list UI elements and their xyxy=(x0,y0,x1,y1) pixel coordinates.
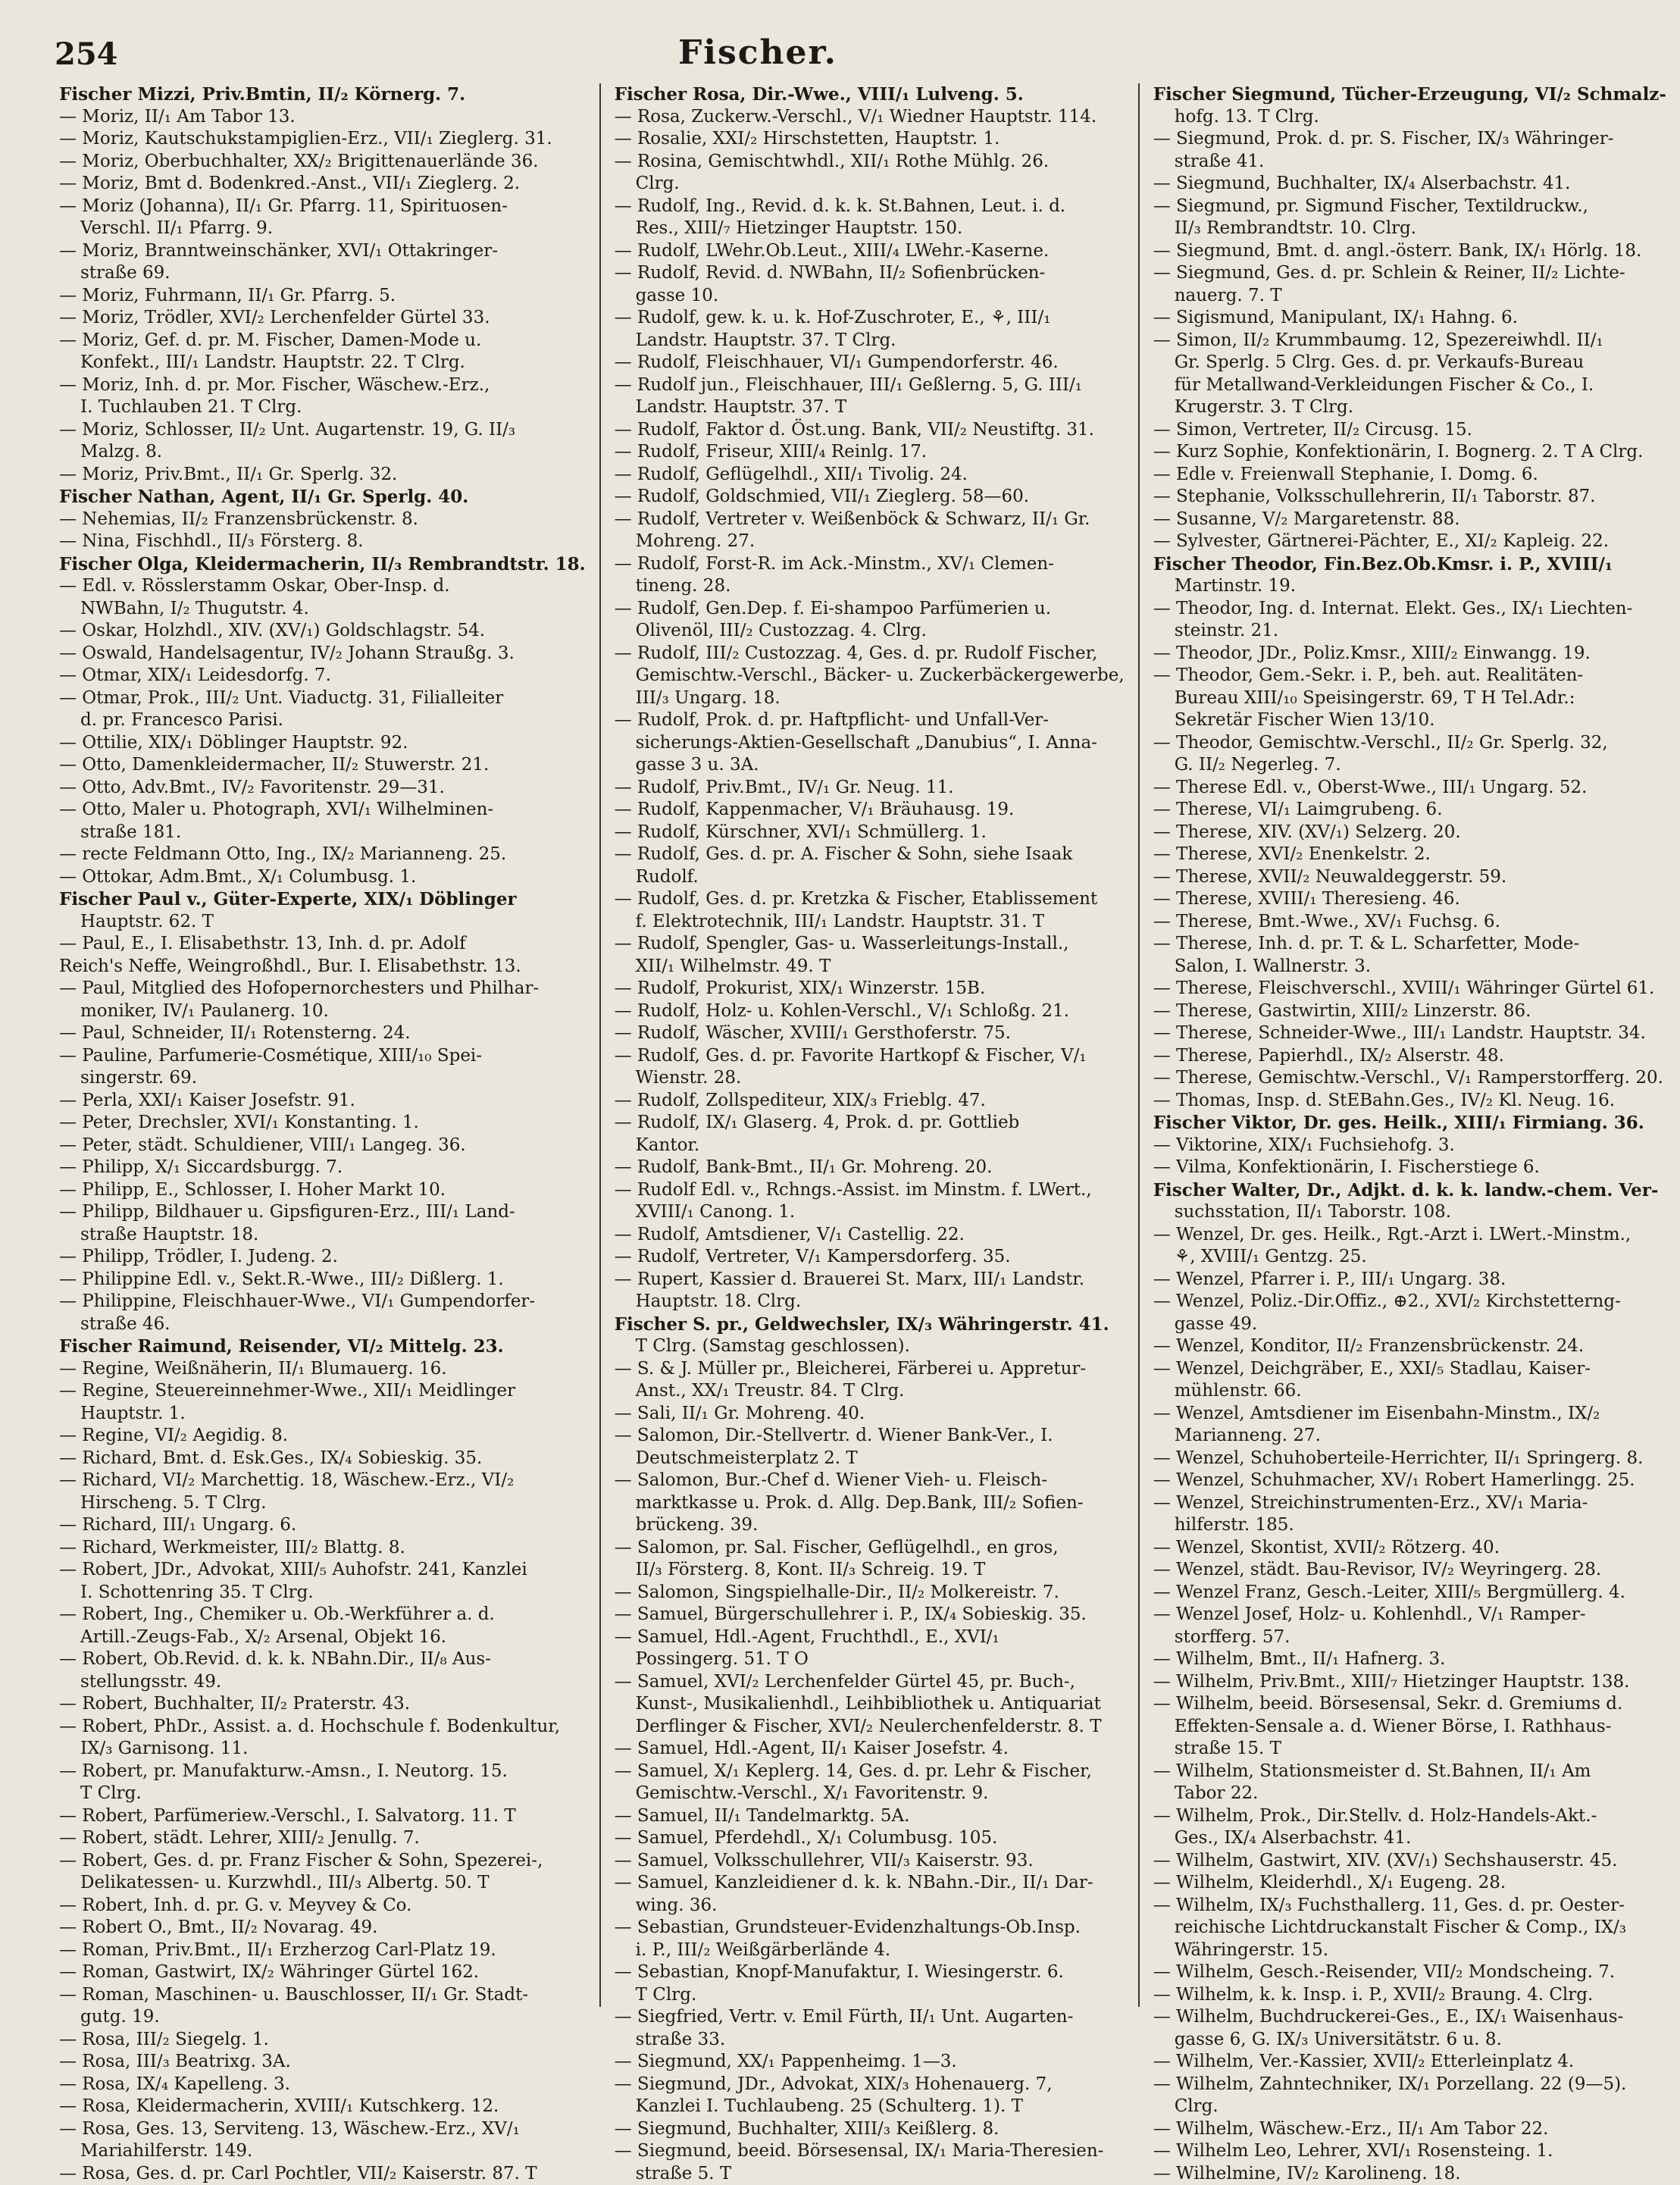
directory-entry-line: Fischer Walter, Dr., Adjkt. d. k. k. landw.-chem. Ver- xyxy=(1153,1179,1666,1202)
directory-entry-line: — Robert, Buchhalter, II/₂ Praterstr. 43. xyxy=(59,1693,586,1716)
directory-entry-line: — Samuel, XVI/₂ Lerchenfelder Gürtel 45, pr. Buch-, xyxy=(615,1671,1125,1694)
directory-entry-line: — Samuel, II/₁ Tandelmarktg. 5A. xyxy=(615,1805,1125,1828)
directory-entry-line: Tabor 22. xyxy=(1153,1783,1666,1805)
directory-entry-line: marktkasse u. Prok. d. Allg. Dep.Bank, III/₂ Sofien- xyxy=(615,1492,1125,1515)
directory-entry-line: — Sylvester, Gärtnerei-Pächter, E., XI/₂ Kapleig. 22. xyxy=(1153,531,1666,553)
directory-entry-line: — Wilhelm, IX/₃ Fuchsthallerg. 11, Ges. d. pr. Oester- xyxy=(1153,1895,1666,1917)
directory-entry-line: T Clrg. xyxy=(615,1984,1125,2007)
directory-entry-line: — Moriz, Fuhrmann, II/₁ Gr. Pfarrg. 5. xyxy=(59,285,586,308)
directory-entry-line: — Robert, Ob.Revid. d. k. k. NBahn.Dir., II/₈ Aus- xyxy=(59,1648,586,1671)
column-3 xyxy=(1140,83,1680,2007)
directory-entry-line: — Therese, Bmt.-Wwe., XV/₁ Fuchsg. 6. xyxy=(1153,911,1666,934)
directory-entry-line: I. Schottenring 35. T Clrg. xyxy=(59,1582,586,1604)
directory-entry-line: — Otmar, XIX/₁ Leidesdorfg. 7. xyxy=(59,665,586,687)
directory-entry-line: stellungsstr. 49. xyxy=(59,1671,586,1694)
directory-entry-line: singerstr. 69. xyxy=(59,1067,586,1090)
directory-entry-line: — Rudolf, Forst-R. im Ack.-Minstm., XV/₁ Clemen- xyxy=(615,553,1125,576)
directory-entry-line: Bureau XIII/₁₀ Speisingerstr. 69, T H Tel.Adr.: xyxy=(1153,687,1666,710)
column-1 xyxy=(45,83,601,2007)
directory-entry-line: — Viktorine, XIX/₁ Fuchsiehofg. 3. xyxy=(1153,1135,1666,1157)
directory-entry-line: — Robert, Inh. d. pr. G. v. Meyvey & Co. xyxy=(59,1895,586,1917)
directory-entry-line: — Therese, Papierhdl., IX/₂ Alserstr. 48. xyxy=(1153,1045,1666,1068)
directory-entry-line: — Samuel, Kanzleidiener d. k. k. NBahn.-Dir., II/₁ Dar- xyxy=(615,1872,1125,1895)
directory-entry-line: — Therese, XVII/₂ Neuwaldeggerstr. 59. xyxy=(1153,866,1666,889)
directory-entry-line: — Moriz, Kautschukstampiglien-Erz., VII/₁ Zieglerg. 31. xyxy=(59,128,586,151)
directory-entry-line: — Rudolf, Ges. d. pr. Favorite Hartkopf & Fischer, V/₁ xyxy=(615,1045,1125,1068)
directory-entry-line: — Moriz, Priv.Bmt., II/₁ Gr. Sperlg. 32. xyxy=(59,464,586,487)
directory-entry-line: straße Hauptstr. 18. xyxy=(59,1224,586,1247)
directory-entry-line: straße 33. xyxy=(615,2029,1125,2052)
directory-entry-line: — Richard, Werkmeister, III/₂ Blattg. 8. xyxy=(59,1537,586,1560)
directory-entry-line: Hirscheng. 5. T Clrg. xyxy=(59,1492,586,1515)
directory-entry-line: — Siegmund, Buchhalter, IX/₄ Alserbachstr. 41. xyxy=(1153,173,1666,196)
directory-entry-line: Wienstr. 28. xyxy=(615,1067,1125,1090)
directory-entry-line: — Philipp, Trödler, I. Judeng. 2. xyxy=(59,1246,586,1269)
directory-entry-line: Fischer Siegmund, Tücher-Erzeugung, VI/₂ Schmalz- xyxy=(1153,83,1666,106)
directory-entry-line: — Sebastian, Knopf-Manufaktur, I. Wiesingerstr. 6. xyxy=(615,1961,1125,1984)
directory-entry-line: — Regine, Weißnäherin, II/₁ Blumauerg. 16. xyxy=(59,1358,586,1381)
directory-entry-line: Clrg. xyxy=(1153,2096,1666,2118)
directory-entry-line: Fischer Rosa, Dir.-Wwe., VIII/₁ Lulveng. 5. xyxy=(615,83,1125,106)
directory-entry-line: brückeng. 39. xyxy=(615,1514,1125,1537)
directory-entry-line: Fischer Raimund, Reisender, VI/₂ Mittelg. 23. xyxy=(59,1335,586,1358)
directory-entry-line: — Wilhelm, Zahntechniker, IX/₁ Porzellang. 22 (9—5). xyxy=(1153,2074,1666,2096)
directory-entry-line: — Wilhelm, Wäschew.-Erz., II/₁ Am Tabor 22. xyxy=(1153,2118,1666,2141)
page-header xyxy=(45,30,1470,76)
directory-entry-line: — Wenzel, städt. Bau-Revisor, IV/₂ Weyringerg. 28. xyxy=(1153,1559,1666,1582)
directory-entry-line: — Siegmund, Buchhalter, XIII/₃ Keißlerg. 8. xyxy=(615,2118,1125,2141)
directory-entry-line: — Paul, Schneider, II/₁ Rotensterng. 24. xyxy=(59,1022,586,1045)
directory-entry-line: I. Tuchlauben 21. T Clrg. xyxy=(59,396,586,419)
directory-entry-line: — Oswald, Handelsagentur, IV/₂ Johann Straußg. 3. xyxy=(59,643,586,665)
directory-entry-line: Mariahilferstr. 149. xyxy=(59,2140,586,2163)
directory-entry-line: — Roman, Gastwirt, IX/₂ Währinger Gürtel 162. xyxy=(59,1961,586,1984)
directory-entry-line: — Edl. v. Rösslerstamm Oskar, Ober-Insp. d. xyxy=(59,575,586,598)
directory-entry-line: Sekretär Fischer Wien 13/10. xyxy=(1153,709,1666,732)
directory-entry-line: — Wenzel, Konditor, II/₂ Franzensbrückenstr. 24. xyxy=(1153,1335,1666,1358)
directory-entry-line: — Siegmund, Prok. d. pr. S. Fischer, IX/₃ Währinger- xyxy=(1153,128,1666,151)
directory-entry-line: Anst., XX/₁ Treustr. 84. T Clrg. xyxy=(615,1380,1125,1403)
directory-entry-line: — Theodor, JDr., Poliz.Kmsr., XIII/₂ Einwangg. 19. xyxy=(1153,643,1666,665)
directory-entry-line: Clrg. xyxy=(615,173,1125,196)
directory-entry-line: — Rosalie, XXI/₂ Hirschstetten, Hauptstr. 1. xyxy=(615,128,1125,151)
directory-entry-line: — Rudolf Edl. v., Rchngs.-Assist. im Minstm. f. LWert., xyxy=(615,1179,1125,1202)
directory-entry-line: — Robert, Ing., Chemiker u. Ob.-Werkführer a. d. xyxy=(59,1604,586,1626)
directory-entry-line: — Rudolf, Wäscher, XVIII/₁ Gersthoferstr. 75. xyxy=(615,1022,1125,1045)
directory-entry-line: — Therese, Inh. d. pr. T. & L. Scharfetter, Mode- xyxy=(1153,933,1666,956)
directory-entry-line: — Therese, Gastwirtin, XIII/₂ Linzerstr. 86. xyxy=(1153,1000,1666,1023)
directory-entry-line: Währingerstr. 15. xyxy=(1153,1939,1666,1962)
directory-entry-line: — Wilhelm, beeid. Börsesensal, Sekr. d. Gremiums d. xyxy=(1153,1693,1666,1716)
directory-entry-line: — Salomon, Bur.-Chef d. Wiener Vieh- u. Fleisch- xyxy=(615,1470,1125,1492)
directory-entry-line: — Rudolf, Spengler, Gas- u. Wasserleitungs-Install., xyxy=(615,933,1125,956)
directory-entry-line: — Moriz, Schlosser, II/₂ Unt. Augartenstr. 19, G. II/₃ xyxy=(59,419,586,442)
directory-entry-line: steinstr. 21. xyxy=(1153,620,1666,643)
directory-entry-line: — Moriz (Johanna), II/₁ Gr. Pfarrg. 11, Spirituosen- xyxy=(59,196,586,218)
directory-entry-line: gasse 49. xyxy=(1153,1313,1666,1336)
directory-entry-line: Possingerg. 51. T O xyxy=(615,1648,1125,1671)
directory-entry-line: G. II/₂ Negerleg. 7. xyxy=(1153,754,1666,777)
directory-entry-line: — Rudolf, gew. k. u. k. Hof-Zuschroter, E., ⚘, III/₁ xyxy=(615,307,1125,330)
directory-entry-line: Olivenöl, III/₂ Custozzag. 4. Clrg. xyxy=(615,620,1125,643)
directory-entry-line: — Roman, Maschinen- u. Bauschlosser, II/₁ Gr. Stadt- xyxy=(59,1984,586,2007)
directory-entry-line: — Philipp, X/₁ Siccardsburgg. 7. xyxy=(59,1157,586,1179)
directory-entry-line: — Wilhelm, Kleiderhdl., X/₁ Eugeng. 28. xyxy=(1153,1872,1666,1895)
directory-entry-line: — Therese, XVIII/₁ Theresieng. 46. xyxy=(1153,888,1666,911)
directory-entry-line: — Wenzel Josef, Holz- u. Kohlenhdl., V/₁ Ramper- xyxy=(1153,1604,1666,1626)
directory-entry-line: — Rudolf, Geflügelhdl., XII/₁ Tivolig. 24. xyxy=(615,464,1125,487)
directory-entry-line: — Ottokar, Adm.Bmt., X/₁ Columbusg. 1. xyxy=(59,866,586,889)
directory-entry-line: Artill.-Zeugs-Fab., X/₂ Arsenal, Objekt 16. xyxy=(59,1626,586,1649)
directory-entry-line: — Wilhelmine, IV/₂ Karolineng. 18. xyxy=(1153,2163,1666,2185)
directory-entry-line: wing. 36. xyxy=(615,1895,1125,1917)
directory-entry-line: — Wilhelm, Prok., Dir.Stellv. d. Holz-Handels-Akt.- xyxy=(1153,1805,1666,1828)
entry-columns xyxy=(45,83,1478,2007)
directory-entry-line: f. Elektrotechnik, III/₁ Landstr. Hauptstr. 31. T xyxy=(615,911,1125,934)
directory-entry-line: d. pr. Francesco Parisi. xyxy=(59,709,586,732)
directory-entry-line: — Rudolf, Fleischhauer, VI/₁ Gumpendorferstr. 46. xyxy=(615,352,1125,374)
directory-entry-line: — Rudolf, Faktor d. Öst.ung. Bank, VII/₂ Neustiftg. 31. xyxy=(615,419,1125,442)
directory-entry-line: Konfekt., III/₁ Landstr. Hauptstr. 22. T Clrg. xyxy=(59,352,586,374)
directory-entry-line: — Rudolf, LWehr.Ob.Leut., XIII/₄ LWehr.-Kaserne. xyxy=(615,240,1125,263)
directory-entry-line: mühlenstr. 66. xyxy=(1153,1380,1666,1403)
directory-entry-line: — Thomas, Insp. d. StEBahn.Ges., IV/₂ Kl. Neug. 16. xyxy=(1153,1090,1666,1113)
directory-entry-line: Res., XIII/₇ Hietzinger Hauptstr. 150. xyxy=(615,218,1125,240)
directory-entry-line: — Robert, Parfümeriew.-Verschl., I. Salvatorg. 11. T xyxy=(59,1805,586,1828)
directory-entry-line: — Philippine Edl. v., Sekt.R.-Wwe., III/₂ Dißlerg. 1. xyxy=(59,1269,586,1291)
directory-entry-line: T Clrg. xyxy=(59,1783,586,1805)
directory-entry-line: — Otto, Maler u. Photograph, XVI/₁ Wilhelminen- xyxy=(59,799,586,822)
directory-entry-line: — Wenzel, Deichgräber, E., XXI/₅ Stadlau, Kaiser- xyxy=(1153,1358,1666,1381)
directory-entry-line: — Samuel, Volksschullehrer, VII/₃ Kaiserstr. 93. xyxy=(615,1850,1125,1873)
directory-entry-line: II/₃ Rembrandtstr. 10. Clrg. xyxy=(1153,218,1666,240)
directory-entry-line: straße 41. xyxy=(1153,151,1666,174)
directory-entry-line: — Otto, Adv.Bmt., IV/₂ Favoritenstr. 29—31. xyxy=(59,777,586,800)
directory-entry-line: — Rosa, Ges. 13, Serviteng. 13, Wäschew.-Erz., XV/₁ xyxy=(59,2118,586,2141)
directory-entry-line: — Wenzel, Schuhoberteile-Herrichter, II/₁ Springerg. 8. xyxy=(1153,1448,1666,1470)
directory-entry-line: Krugerstr. 3. T Clrg. xyxy=(1153,396,1666,419)
directory-entry-line: — Wenzel, Pfarrer i. P., III/₁ Ungarg. 38. xyxy=(1153,1269,1666,1291)
directory-entry-line: — Therese Edl. v., Oberst-Wwe., III/₁ Ungarg. 52. xyxy=(1153,777,1666,800)
directory-entry-line: Ges., IX/₄ Alserbachstr. 41. xyxy=(1153,1827,1666,1850)
directory-entry-line: — Rudolf, Gen.Dep. f. Ei-shampoo Parfümerien u. xyxy=(615,598,1125,621)
directory-entry-line: — Rudolf, Holz- u. Kohlen-Verschl., V/₁ Schloßg. 21. xyxy=(615,1000,1125,1023)
directory-entry-line: Kanzlei I. Tuchlaubeng. 25 (Schulterg. 1). T xyxy=(615,2096,1125,2118)
directory-entry-line: — Richard, VI/₂ Marchettig. 18, Wäschew.-Erz., VI/₂ xyxy=(59,1470,586,1492)
directory-entry-line: — Wenzel, Dr. ges. Heilk., Rgt.-Arzt i. LWert.-Minstm., xyxy=(1153,1224,1666,1247)
directory-entry-line: Marianneng. 27. xyxy=(1153,1425,1666,1448)
directory-entry-line: — Perla, XXI/₁ Kaiser Josefstr. 91. xyxy=(59,1090,586,1113)
directory-entry-line: — Wenzel, Schuhmacher, XV/₁ Robert Hamerlingg. 25. xyxy=(1153,1470,1666,1492)
directory-entry-line: — Wilhelm, Gesch.-Reisender, VII/₂ Mondscheing. 7. xyxy=(1153,1961,1666,1984)
directory-entry-line: — Sebastian, Grundsteuer-Evidenzhaltungs-Ob.Insp. xyxy=(615,1917,1125,1939)
directory-entry-line: — Kurz Sophie, Konfektionärin, I. Bognerg. 2. T A Clrg. xyxy=(1153,441,1666,464)
directory-entry-line: — Wilhelm, Priv.Bmt., XIII/₇ Hietzinger Hauptstr. 138. xyxy=(1153,1671,1666,1694)
directory-entry-line: — Oskar, Holzhdl., XIV. (XV/₁) Goldschlagstr. 54. xyxy=(59,620,586,643)
directory-entry-line: — Pauline, Parfumerie-Cosmétique, XIII/₁₀ Spei- xyxy=(59,1045,586,1068)
directory-entry-line: — Rosa, III/₂ Siegelg. 1. xyxy=(59,2029,586,2052)
directory-entry-line: Martinstr. 19. xyxy=(1153,575,1666,598)
directory-entry-line: Fischer Olga, Kleidermacherin, II/₃ Rembrandtstr. 18. xyxy=(59,553,586,576)
directory-entry-line: Gr. Sperlg. 5 Clrg. Ges. d. pr. Verkaufs-Bureau xyxy=(1153,352,1666,374)
directory-entry-line: — Salomon, Dir.-Stellvertr. d. Wiener Bank-Ver., I. xyxy=(615,1425,1125,1448)
directory-entry-line: — Therese, XIV. (XV/₁) Selzerg. 20. xyxy=(1153,822,1666,844)
directory-entry-line: straße 5. T xyxy=(615,2163,1125,2185)
directory-entry-line: Malzg. 8. xyxy=(59,441,586,464)
directory-entry-line: Gemischtw.-Verschl., Bäcker- u. Zuckerbäckergewerbe, xyxy=(615,665,1125,687)
directory-entry-line: — Rudolf, Revid. d. NWBahn, II/₂ Sofienbrücken- xyxy=(615,262,1125,285)
directory-entry-line: — Therese, XVI/₂ Enenkelstr. 2. xyxy=(1153,844,1666,866)
directory-entry-line: — Peter, städt. Schuldiener, VIII/₁ Langeg. 36. xyxy=(59,1135,586,1157)
directory-entry-line: Fischer Theodor, Fin.Bez.Ob.Kmsr. i. P., XVIII/₁ xyxy=(1153,553,1666,576)
directory-entry-line: — Moriz, II/₁ Am Tabor 13. xyxy=(59,106,586,129)
directory-entry-line: Verschl. II/₁ Pfarrg. 9. xyxy=(59,218,586,240)
directory-entry-line: — Wilhelm, Stationsmeister d. St.Bahnen, II/₁ Am xyxy=(1153,1761,1666,1783)
directory-entry-line: — Nehemias, II/₂ Franzensbrückenstr. 8. xyxy=(59,509,586,531)
directory-entry-line: Kantor. xyxy=(615,1135,1125,1157)
directory-entry-line: straße 181. xyxy=(59,822,586,844)
directory-entry-line: — Nina, Fischhdl., II/₃ Försterg. 8. xyxy=(59,531,586,553)
directory-entry-line: storfferg. 57. xyxy=(1153,1626,1666,1649)
directory-entry-line: gasse 6, G. IX/₃ Universitätstr. 6 u. 8. xyxy=(1153,2029,1666,2052)
directory-entry-line: — Sali, II/₁ Gr. Mohreng. 40. xyxy=(615,1403,1125,1426)
directory-entry-line: — Susanne, V/₂ Margaretenstr. 88. xyxy=(1153,509,1666,531)
directory-entry-line: — Samuel, X/₁ Keplerg. 14, Ges. d. pr. Lehr & Fischer, xyxy=(615,1761,1125,1783)
directory-entry-line: — Robert, Ges. d. pr. Franz Fischer & Sohn, Spezerei-, xyxy=(59,1850,586,1873)
directory-entry-line: — Rudolf, Goldschmied, VII/₁ Zieglerg. 58—60. xyxy=(615,486,1125,509)
directory-entry-line: moniker, IV/₁ Paulanerg. 10. xyxy=(59,1000,586,1023)
directory-entry-line: hofg. 13. T Clrg. xyxy=(1153,106,1666,129)
directory-entry-line: reichische Lichtdruckanstalt Fischer & Comp., IX/₃ xyxy=(1153,1917,1666,1939)
directory-entry-line: — Simon, II/₂ Krummbaumg. 12, Spezereiwhdl. II/₁ xyxy=(1153,330,1666,352)
directory-entry-line: — Robert O., Bmt., II/₂ Novarag. 49. xyxy=(59,1917,586,1939)
directory-entry-line: ⚘, XVIII/₁ Gentzg. 25. xyxy=(1153,1246,1666,1269)
directory-entry-line: — Moriz, Oberbuchhalter, XX/₂ Brigittenauerlände 36. xyxy=(59,151,586,174)
directory-entry-line: Derflinger & Fischer, XVI/₂ Neulerchenfelderstr. 8. T xyxy=(615,1716,1125,1739)
directory-entry-line: nauerg. 7. T xyxy=(1153,285,1666,308)
directory-entry-line: — Rudolf, Priv.Bmt., IV/₁ Gr. Neug. 11. xyxy=(615,777,1125,800)
directory-entry-line: — Rudolf, Friseur, XIII/₄ Reinlg. 17. xyxy=(615,441,1125,464)
directory-entry-line: Fischer Nathan, Agent, II/₁ Gr. Sperlg. 40. xyxy=(59,486,586,509)
directory-entry-line: — Rudolf, Kappenmacher, V/₁ Bräuhausg. 19. xyxy=(615,799,1125,822)
column-2 xyxy=(601,83,1140,2007)
directory-entry-line: — Siegmund, JDr., Advokat, XIX/₃ Hohenauerg. 7, xyxy=(615,2074,1125,2096)
directory-entry-line: — Rosa, Kleidermacherin, XVIII/₁ Kutschkerg. 12. xyxy=(59,2096,586,2118)
directory-entry-line: — Siegmund, Bmt. d. angl.-österr. Bank, IX/₁ Hörlg. 18. xyxy=(1153,240,1666,263)
directory-entry-line: — Wenzel, Streichinstrumenten-Erz., XV/₁ Maria- xyxy=(1153,1492,1666,1515)
directory-entry-line: — Rudolf, Prok. d. pr. Haftpflicht- und Unfall-Ver- xyxy=(615,709,1125,732)
directory-entry-line: straße 69. xyxy=(59,262,586,285)
directory-entry-line: Fischer Mizzi, Priv.Bmtin, II/₂ Körnerg. 7. xyxy=(59,83,586,106)
directory-entry-line: — Wilhelm, Ver.-Kassier, XVII/₂ Etterleinplatz 4. xyxy=(1153,2051,1666,2074)
directory-entry-line: — Rudolf, Prokurist, XIX/₁ Winzerstr. 15B. xyxy=(615,978,1125,1000)
directory-entry-line: für Metallwand-Verkleidungen Fischer & Co., I. xyxy=(1153,374,1666,397)
directory-entry-line: — Regine, Steuereinnehmer-Wwe., XII/₁ Meidlinger xyxy=(59,1380,586,1403)
directory-entry-line: Fischer Paul v., Güter-Experte, XIX/₁ Döblinger xyxy=(59,888,586,911)
directory-entry-line: — Moriz, Bmt d. Bodenkred.-Anst., VII/₁ Zieglerg. 2. xyxy=(59,173,586,196)
directory-entry-line: — Rudolf, Vertreter, V/₁ Kampersdorferg. 35. xyxy=(615,1246,1125,1269)
directory-entry-line: — Therese, VI/₁ Laimgrubeng. 6. xyxy=(1153,799,1666,822)
directory-entry-line: Deutschmeisterplatz 2. T xyxy=(615,1448,1125,1470)
directory-entry-line: gasse 3 u. 3A. xyxy=(615,754,1125,777)
directory-entry-line: — Rudolf, Bank-Bmt., II/₁ Gr. Mohreng. 20. xyxy=(615,1157,1125,1179)
directory-entry-line: T Clrg. (Samstag geschlossen). xyxy=(615,1335,1125,1358)
directory-entry-line: — Otto, Damenkleidermacher, II/₂ Stuwerstr. 21. xyxy=(59,754,586,777)
directory-entry-line: — Peter, Drechsler, XVI/₁ Konstanting. 1. xyxy=(59,1112,586,1135)
directory-entry-line: — Robert, pr. Manufakturw.-Amsn., I. Neutorg. 15. xyxy=(59,1761,586,1783)
directory-entry-line: — Rosa, III/₃ Beatrixg. 3A. xyxy=(59,2051,586,2074)
directory-entry-line: — Rosa, Ges. d. pr. Carl Pochtler, VII/₂ Kaiserstr. 87. T xyxy=(59,2163,586,2185)
directory-entry-line: sicherungs-Aktien-Gesellschaft „Danubius“, I. Anna- xyxy=(615,732,1125,755)
directory-entry-line: straße 46. xyxy=(59,1313,586,1336)
directory-entry-line: — Wilhelm, Buchdruckerei-Ges., E., IX/₁ Waisenhaus- xyxy=(1153,2006,1666,2029)
directory-entry-line: Salon, I. Wallnerstr. 3. xyxy=(1153,956,1666,978)
directory-entry-line: — Paul, Mitglied des Hofopernorchesters und Philhar- xyxy=(59,978,586,1000)
directory-entry-line: i. P., III/₂ Weißgärberlände 4. xyxy=(615,1939,1125,1962)
directory-entry-line: Rudolf. xyxy=(615,866,1125,889)
directory-entry-line: Gemischtw.-Verschl., X/₁ Favoritenstr. 9. xyxy=(615,1783,1125,1805)
directory-entry-line: — Simon, Vertreter, II/₂ Circusg. 15. xyxy=(1153,419,1666,442)
directory-entry-line: — Moriz, Gef. d. pr. M. Fischer, Damen-Mode u. xyxy=(59,330,586,352)
directory-entry-line: — Philipp, Bildhauer u. Gipsfiguren-Erz., III/₁ Land- xyxy=(59,1201,586,1224)
directory-entry-line: XVIII/₁ Canong. 1. xyxy=(615,1201,1125,1224)
directory-entry-line: III/₃ Ungarg. 18. xyxy=(615,687,1125,710)
directory-entry-line: — Wenzel Franz, Gesch.-Leiter, XIII/₅ Bergmüllerg. 4. xyxy=(1153,1582,1666,1604)
directory-entry-line: — Wilhelm, Gastwirt, XIV. (XV/₁) Sechshauserstr. 45. xyxy=(1153,1850,1666,1873)
directory-entry-line: — Siegmund, XX/₁ Pappenheimg. 1—3. xyxy=(615,2051,1125,2074)
directory-entry-line: — Samuel, Hdl.-Agent, II/₁ Kaiser Josefstr. 4. xyxy=(615,1738,1125,1761)
directory-entry-line: Landstr. Hauptstr. 37. T Clrg. xyxy=(615,330,1125,352)
directory-entry-line: — Richard, Bmt. d. Esk.Ges., IX/₄ Sobieskig. 35. xyxy=(59,1448,586,1470)
directory-entry-line: — Rudolf, Amtsdiener, V/₁ Castellig. 22. xyxy=(615,1224,1125,1247)
directory-entry-line: — Theodor, Gem.-Sekr. i. P., beh. aut. Realitäten- xyxy=(1153,665,1666,687)
directory-entry-line: — Siegmund, pr. Sigmund Fischer, Textildruckw., xyxy=(1153,196,1666,218)
directory-entry-line: — Roman, Priv.Bmt., II/₁ Erzherzog Carl-Platz 19. xyxy=(59,1939,586,1962)
directory-entry-line: — Siegmund, beeid. Börsesensal, IX/₁ Maria-Theresien- xyxy=(615,2140,1125,2163)
directory-entry-line: — Moriz, Branntweinschänker, XVI/₁ Ottakringer- xyxy=(59,240,586,263)
directory-entry-line: — Wenzel, Poliz.-Dir.Offiz., ⊕2., XVI/₂ Kirchstetterng- xyxy=(1153,1291,1666,1313)
directory-entry-line: — Therese, Gemischtw.-Verschl., V/₁ Ramperstorfferg. 20. xyxy=(1153,1067,1666,1090)
directory-entry-line: Hauptstr. 1. xyxy=(59,1403,586,1426)
directory-entry-line: XII/₁ Wilhelmstr. 49. T xyxy=(615,956,1125,978)
directory-entry-line: — Theodor, Gemischtw.-Verschl., II/₂ Gr. Sperlg. 32, xyxy=(1153,732,1666,755)
directory-entry-line: — Rudolf, Ing., Revid. d. k. k. St.Bahnen, Leut. i. d. xyxy=(615,196,1125,218)
directory-entry-line: Fischer S. pr., Geldwechsler, IX/₃ Währingerstr. 41. xyxy=(615,1313,1125,1336)
directory-entry-line: — Otmar, Prok., III/₂ Unt. Viaductg. 31, Filialleiter xyxy=(59,687,586,710)
directory-entry-line: — S. & J. Müller pr., Bleicherei, Färberei u. Appretur- xyxy=(615,1358,1125,1381)
directory-entry-line: — Wilhelm, Bmt., II/₁ Hafnerg. 3. xyxy=(1153,1648,1666,1671)
directory-entry-line: — Samuel, Bürgerschullehrer i. P., IX/₄ Sobieskig. 35. xyxy=(615,1604,1125,1626)
directory-entry-line: — Moriz, Inh. d. pr. Mor. Fischer, Wäschew.-Erz., xyxy=(59,374,586,397)
directory-entry-line: — Salomon, pr. Sal. Fischer, Geflügelhdl., en gros, xyxy=(615,1537,1125,1560)
directory-entry-line: — Richard, III/₁ Ungarg. 6. xyxy=(59,1514,586,1537)
directory-entry-line: Landstr. Hauptstr. 37. T xyxy=(615,396,1125,419)
directory-entry-line: — Rudolf jun., Fleischhauer, III/₁ Geßlerng. 5, G. III/₁ xyxy=(615,374,1125,397)
directory-entry-line: Kunst-, Musikalienhdl., Leihbibliothek u. Antiquariat xyxy=(615,1693,1125,1716)
directory-entry-line: — Rosa, IX/₄ Kapelleng. 3. xyxy=(59,2074,586,2096)
directory-entry-line: — Ottilie, XIX/₁ Döblinger Hauptstr. 92. xyxy=(59,732,586,755)
directory-entry-line: — Rosa, Zuckerw.-Verschl., V/₁ Wiedner Hauptstr. 114. xyxy=(615,106,1125,129)
directory-entry-line: — Wilhelm Leo, Lehrer, XVI/₁ Rosensteing. 1. xyxy=(1153,2140,1666,2163)
directory-entry-line: — Theodor, Ing. d. Internat. Elekt. Ges., IX/₁ Liechten- xyxy=(1153,598,1666,621)
directory-entry-line: suchsstation, II/₁ Taborstr. 108. xyxy=(1153,1201,1666,1224)
directory-entry-line: Delikatessen- u. Kurzwhdl., III/₃ Albertg. 50. T xyxy=(59,1872,586,1895)
directory-entry-line: — Stephanie, Volksschullehrerin, II/₁ Taborstr. 87. xyxy=(1153,486,1666,509)
directory-entry-line: — recte Feldmann Otto, Ing., IX/₂ Marianneng. 25. xyxy=(59,844,586,866)
directory-entry-line: NWBahn, I/₂ Thugutstr. 4. xyxy=(59,598,586,621)
directory-entry-line: — Therese, Schneider-Wwe., III/₁ Landstr. Hauptstr. 34. xyxy=(1153,1022,1666,1045)
directory-entry-line: — Rudolf, III/₂ Custozzag. 4, Ges. d. pr. Rudolf Fischer, xyxy=(615,643,1125,665)
directory-entry-line: — Wenzel, Amtsdiener im Eisenbahn-Minstm., IX/₂ xyxy=(1153,1403,1666,1426)
directory-entry-line: — Siegfried, Vertr. v. Emil Fürth, II/₁ Unt. Augarten- xyxy=(615,2006,1125,2029)
directory-entry-line: Mohreng. 27. xyxy=(615,531,1125,553)
directory-entry-line: Fischer Viktor, Dr. ges. Heilk., XIII/₁ Firmiang. 36. xyxy=(1153,1112,1666,1135)
directory-entry-line: — Sigismund, Manipulant, IX/₁ Hahng. 6. xyxy=(1153,307,1666,330)
directory-entry-line: — Rupert, Kassier d. Brauerei St. Marx, III/₁ Landstr. xyxy=(615,1269,1125,1291)
directory-entry-line: II/₃ Försterg. 8, Kont. II/₃ Schreig. 19. T xyxy=(615,1559,1125,1582)
directory-entry-line: Hauptstr. 62. T xyxy=(59,911,586,934)
directory-entry-line: — Rudolf, Ges. d. pr. Kretzka & Fischer, Etablissement xyxy=(615,888,1125,911)
directory-entry-line: straße 15. T xyxy=(1153,1738,1666,1761)
directory-entry-line: gutg. 19. xyxy=(59,2006,586,2029)
directory-entry-line: — Rudolf, IX/₁ Glaserg. 4, Prok. d. pr. Gottlieb xyxy=(615,1112,1125,1135)
directory-entry-line: — Robert, städt. Lehrer, XIII/₂ Jenullg. 7. xyxy=(59,1827,586,1850)
directory-entry-line: — Robert, PhDr., Assist. a. d. Hochschule f. Bodenkultur, xyxy=(59,1716,586,1739)
page-number: 254 xyxy=(55,36,118,72)
page-title: Fischer. xyxy=(45,33,1470,72)
directory-entry-line: Hauptstr. 18. Clrg. xyxy=(615,1291,1125,1313)
directory-entry-line: — Rudolf, Kürschner, XVI/₁ Schmüllerg. 1. xyxy=(615,822,1125,844)
directory-entry-line: — Rudolf, Ges. d. pr. A. Fischer & Sohn, siehe Isaak xyxy=(615,844,1125,866)
directory-entry-line: gasse 10. xyxy=(615,285,1125,308)
directory-entry-line: — Philipp, E., Schlosser, I. Hoher Markt 10. xyxy=(59,1179,586,1202)
directory-entry-line: — Wilhelm, k. k. Insp. i. P., XVII/₂ Braung. 4. Clrg. xyxy=(1153,1984,1666,2007)
directory-entry-line: — Samuel, Hdl.-Agent, Fruchthdl., E., XVI/₁ xyxy=(615,1626,1125,1649)
directory-entry-line: IX/₃ Garnisong. 11. xyxy=(59,1738,586,1761)
directory-entry-line: — Rudolf, Zollspediteur, XIX/₃ Frieblg. 47. xyxy=(615,1090,1125,1113)
directory-entry-line: — Wenzel, Skontist, XVII/₂ Rötzerg. 40. xyxy=(1153,1537,1666,1560)
directory-entry-line: — Rudolf, Vertreter v. Weißenböck & Schwarz, II/₁ Gr. xyxy=(615,509,1125,531)
directory-entry-line: — Philippine, Fleischhauer-Wwe., VI/₁ Gumpendorfer- xyxy=(59,1291,586,1313)
directory-entry-line: — Rosina, Gemischtwhdl., XII/₁ Rothe Mühlg. 26. xyxy=(615,151,1125,174)
directory-entry-line: — Vilma, Konfektionärin, I. Fischerstiege 6. xyxy=(1153,1157,1666,1179)
directory-entry-line: — Siegmund, Ges. d. pr. Schlein & Reiner, II/₂ Lichte- xyxy=(1153,262,1666,285)
directory-entry-line: hilferstr. 185. xyxy=(1153,1514,1666,1537)
directory-entry-line: — Paul, E., I. Elisabethstr. 13, Inh. d. pr. Adolf xyxy=(59,933,586,956)
directory-entry-line: Reich's Neffe, Weingroßhdl., Bur. I. Elisabethstr. 13. xyxy=(59,956,586,978)
directory-entry-line: — Regine, VI/₂ Aegidig. 8. xyxy=(59,1425,586,1448)
directory-entry-line: — Edle v. Freienwall Stephanie, I. Domg. 6. xyxy=(1153,464,1666,487)
directory-entry-line: — Salomon, Singspielhalle-Dir., II/₂ Molkereistr. 7. xyxy=(615,1582,1125,1604)
directory-entry-line: — Moriz, Trödler, XVI/₂ Lerchenfelder Gürtel 33. xyxy=(59,307,586,330)
directory-entry-line: — Samuel, Pferdehdl., X/₁ Columbusg. 105. xyxy=(615,1827,1125,1850)
directory-entry-line: — Robert, JDr., Advokat, XIII/₅ Auhofstr. 241, Kanzlei xyxy=(59,1559,586,1582)
directory-entry-line: tineng. 28. xyxy=(615,575,1125,598)
directory-entry-line: Effekten-Sensale a. d. Wiener Börse, I. Rathhaus- xyxy=(1153,1716,1666,1739)
directory-entry-line: — Therese, Fleischverschl., XVIII/₁ Währinger Gürtel 61. xyxy=(1153,978,1666,1000)
